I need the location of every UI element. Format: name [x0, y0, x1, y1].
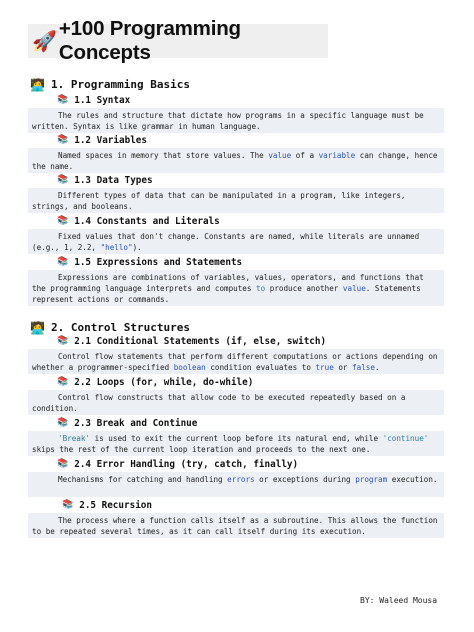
description-box-error-handling: Mechanisms for catching and handling errors or exceptions during program execution. — [28, 472, 444, 497]
books-icon: 📚 — [57, 336, 69, 346]
books-icon: 📚 — [57, 135, 69, 145]
books-icon: 📚 — [57, 418, 69, 428]
subheading-loops: 📚 2.2 Loops (for, while, do-while) — [57, 377, 254, 388]
description-box-syntax: The rules and structure that dictate how programs in a specific language must be written. Syntax is like grammar in human language. — [28, 108, 444, 133]
description-box-expressions-statements: Expressions are combinations of variables, values, operators, and functions that the programming language interprets and computes to produce another value. Statements represent actions or commands. — [28, 270, 444, 306]
books-icon: 📚 — [57, 459, 69, 469]
rocket-icon: 🚀 — [32, 29, 57, 53]
books-icon: 📚 — [57, 95, 69, 105]
subheading-conditional-statements: 📚 2.1 Conditional Statements (if, else, switch) — [57, 336, 327, 347]
description-box-constants-literals: Fixed values that don't change. Constants are named, while literals are unnamed (e.g., 1, 2.2, "hello"). — [28, 229, 444, 254]
books-icon: 📚 — [57, 257, 69, 267]
books-icon: 📚 — [57, 216, 69, 226]
books-icon: 📚 — [62, 500, 74, 510]
subheading-expressions-statements: 📚 1.5 Expressions and Statements — [57, 257, 243, 268]
description-box-loops: Control flow constructs that allow code to be executed repeatedly based on a condition. — [28, 390, 444, 415]
description-box-data-types: Different types of data that can be manipulated in a program, like integers, strings, and booleans. — [28, 188, 444, 213]
subheading-constants-literals: 📚 1.4 Constants and Literals — [57, 216, 220, 227]
technologist-icon: 🧑‍💻 — [30, 77, 45, 92]
subheading-data-types: 📚 1.3 Data Types — [57, 175, 153, 186]
description-box-conditional-statements: Control flow statements that perform different computations or actions depending on whether a programmer-specified boolean condition evaluates to true or false. — [28, 349, 444, 374]
section-heading-programming-basics: 🧑‍💻 1. Programming Basics — [30, 77, 191, 92]
subheading-break-continue: 📚 2.3 Break and Continue — [57, 418, 198, 429]
description-box-break-continue: 'Break' is used to exit the current loop before its natural end, while 'continue' skips the rest of the current loop iteration and proceeds to the next one. — [28, 431, 444, 456]
books-icon: 📚 — [57, 175, 69, 185]
section-heading-control-structures: 🧑‍💻 2. Control Structures — [30, 320, 191, 335]
page-title: +100 Programming Concepts — [58, 17, 241, 64]
description-box-variables: Named spaces in memory that store values. The value of a variable can change, hence the name. — [28, 148, 444, 173]
subheading-syntax: 📚 1.1 Syntax — [57, 95, 131, 106]
author-footer: BY: Waleed Mousa — [360, 596, 438, 605]
subheading-recursion: 📚 2.5 Recursion — [62, 500, 152, 511]
books-icon: 📚 — [57, 377, 69, 387]
title-banner — [28, 17, 328, 64]
technologist-icon: 🧑‍💻 — [30, 320, 45, 335]
subheading-error-handling: 📚 2.4 Error Handling (try, catch, finally) — [57, 459, 299, 470]
subheading-variables: 📚 1.2 Variables — [57, 135, 147, 146]
description-box-recursion: The process where a function calls itself as a subroutine. This allows the function to be repeated several times, as it can call itself during its execution. — [28, 513, 444, 538]
